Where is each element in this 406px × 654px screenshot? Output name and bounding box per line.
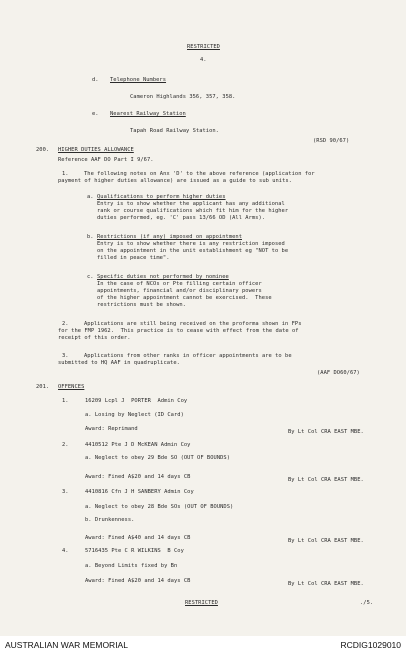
offence-4-charge: a. Beyond Limits fixed by Bn: [85, 563, 178, 569]
para-3-line-1: Applications from other ranks in officer appointments are to be: [84, 353, 292, 359]
offence-4-number: 4.: [62, 548, 69, 554]
section-200-reference: Reference AAF DO Part I 9/67.: [58, 157, 154, 163]
offence-3-charge-a: a. Neglect to obey 28 Bde SOs (OUT OF BOUNDS): [85, 504, 234, 510]
para-3-line-2: submitted to HQ AAF in quadruplicate.: [58, 360, 180, 366]
section-200-title: HIGHER DUTIES ALLOWANCE: [58, 147, 134, 153]
item-e-label: e.: [92, 111, 99, 117]
para-2-line-1: Applications are still being received on the proforma shown in FPs: [84, 321, 302, 327]
offence-3-by: By Lt Col CRA EAST MBE.: [288, 538, 364, 544]
sub-a-title: Qualifications to perform higher duties: [97, 194, 226, 200]
page-number: 4.: [200, 57, 207, 63]
archive-name: AUSTRALIAN WAR MEMORIAL: [5, 640, 128, 650]
para-2-number: 2.: [62, 321, 69, 327]
offence-3-soldier: 4410816 Cfn J H SANBERY Admin Coy: [85, 489, 194, 495]
offence-1-soldier: 16209 Lcpl J PORTER Admin Coy: [85, 398, 188, 404]
sub-a-label: a.: [87, 194, 94, 200]
offence-1-award: Award: Reprimand: [85, 426, 138, 432]
offence-3-charge-b: b. Drunkenness.: [85, 517, 135, 523]
offence-2-award: Award: Fined A$20 and 14 days CB: [85, 474, 191, 480]
offence-2-number: 2.: [62, 442, 69, 448]
sub-b-line-3: filled in peace time".: [97, 255, 170, 261]
sub-b-line-1: Entry is to show whether there is any restriction imposed: [97, 241, 285, 247]
para-1-line-2: payment of higher duties allowance) are issued as a guide to sub units.: [58, 178, 292, 184]
archive-footer: [0, 636, 406, 654]
reference-aaf: (AAF DO60/67): [317, 370, 360, 376]
classification-footer: RESTRICTED: [185, 600, 218, 606]
offence-3-number: 3.: [62, 489, 69, 495]
item-d-label: d.: [92, 77, 99, 83]
section-201-title: OFFENCES: [58, 384, 85, 390]
sub-b-label: b.: [87, 234, 94, 240]
reference-rsd: (RSD 90/67): [313, 138, 350, 144]
next-page-marker: ./5.: [360, 600, 374, 606]
sub-c-line-1: In the case of NCOs or Pte filling certain officer: [97, 281, 262, 287]
sub-a-line-2: rank or course qualifications which fit him for the higher: [97, 208, 289, 214]
sub-c-label: c.: [87, 274, 94, 280]
offence-2-by: By Lt Col CRA EAST MBE.: [288, 477, 364, 483]
section-201-number: 201.: [36, 384, 50, 390]
section-200-number: 200.: [36, 147, 50, 153]
offence-3-award: Award: Fined A$40 and 14 days CB: [85, 535, 191, 541]
para-2-line-2: for the FMP 1962. This practice is to cease with effect from the date of: [58, 328, 299, 334]
sub-c-line-3: of the higher appointment cannot be exercised. These: [97, 295, 272, 301]
offence-1-by: By Lt Col CRA EAST MBE.: [288, 429, 364, 435]
para-1-line-1: The following notes on Anx 'D' to the above reference (application for: [84, 171, 315, 177]
archive-id: RCDIG1029010: [340, 640, 401, 650]
para-3-number: 3.: [62, 353, 69, 359]
sub-a-line-1: Entry is to show whether the applicant has any additional: [97, 201, 285, 207]
sub-c-line-2: appointments, financial and/or disciplinary powers: [97, 288, 262, 294]
sub-c-title: Specific duties not performed by nominee: [97, 274, 229, 280]
sub-b-title: Restrictions (if any) imposed on appointment: [97, 234, 242, 240]
para-2-line-3: receipt of this order.: [58, 335, 131, 341]
sub-a-line-3: duties performed, eg. 'C' pass 13/66 OD (All Arms).: [97, 215, 266, 221]
offence-4-by: By Lt Col CRA EAST MBE.: [288, 581, 364, 587]
offence-1-number: 1.: [62, 398, 69, 404]
item-d-text: Cameron Highlands 356, 357, 358.: [130, 94, 236, 100]
offence-1-charge: a. Losing by Neglect (ID Card): [85, 412, 184, 418]
item-e-title: Nearest Railway Station: [110, 111, 186, 117]
offence-2-soldier: 4410512 Pte J D McKEAN Admin Coy: [85, 442, 191, 448]
para-1-number: 1.: [62, 171, 69, 177]
classification-header: RESTRICTED: [187, 44, 220, 50]
item-d-title: Telephone Numbers: [110, 77, 167, 83]
sub-c-line-4: restrictions must be shown.: [97, 302, 186, 308]
item-e-text: Tapah Road Railway Station.: [130, 128, 219, 134]
sub-b-line-2: on the appointment in the unit establishment eg "NOT to be: [97, 248, 289, 254]
offence-2-charge: a. Neglect to obey 29 Bde SO (OUT OF BOUNDS): [85, 455, 230, 461]
offence-4-soldier: 5716435 Pte C R WILKINS B Coy: [85, 548, 184, 554]
offence-4-award: Award: Fined A$20 and 14 days CB: [85, 578, 191, 584]
